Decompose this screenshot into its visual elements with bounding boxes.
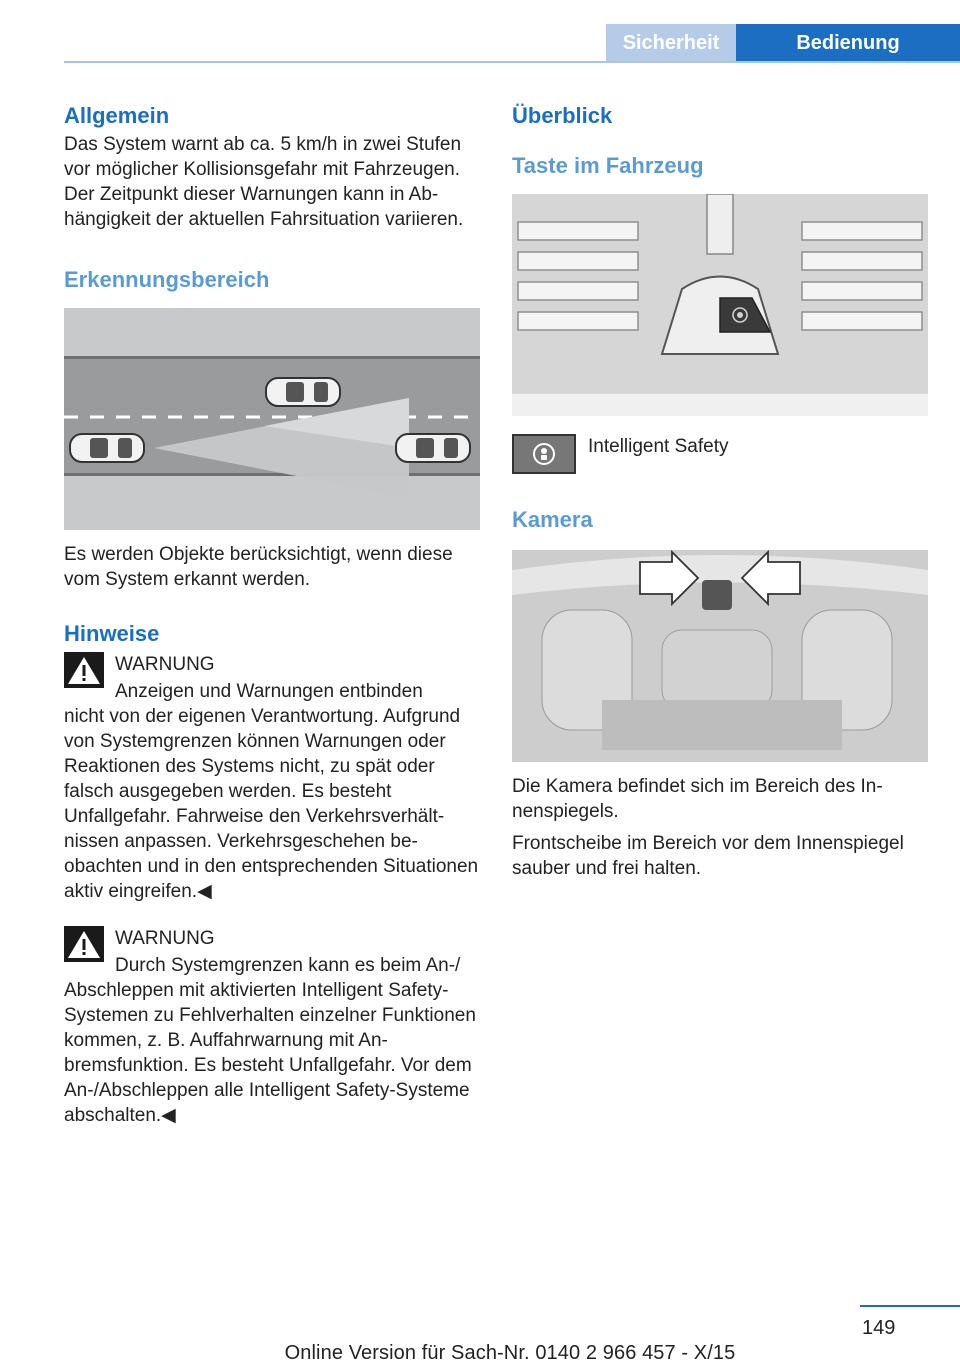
intelligent-safety-icon	[512, 434, 576, 474]
heading-overview: Überblick	[512, 103, 613, 128]
heading-notes: Hinweise	[64, 621, 160, 646]
detection-range-figure	[64, 308, 480, 530]
car-left-icon	[70, 434, 144, 462]
warning-1-first-line: Anzeigen und Warnungen entbinden	[115, 681, 423, 702]
car-top-icon	[266, 378, 340, 406]
warning-2-title: WARNUNG	[115, 928, 215, 949]
tab-sicherheit[interactable]: Sicherheit	[606, 24, 736, 62]
warning-2-first-line: Durch Systemgrenzen kann es beim An-/	[115, 955, 461, 976]
header-rule	[64, 61, 960, 63]
detection-range-illustration	[64, 308, 480, 530]
heading-detection-range: Erkennungsbereich	[64, 267, 270, 292]
warning-triangle-icon	[64, 926, 104, 962]
camera-illustration	[512, 550, 928, 762]
warning-1-title: WARNUNG	[115, 654, 215, 675]
camera-text-2: Frontscheibe im Bereich vor dem Innenspiegel sauber und frei halten.	[512, 833, 904, 879]
heading-button-in-vehicle: Taste im Fahrzeug	[512, 153, 704, 178]
warning-triangle-icon	[64, 652, 104, 688]
vehicle-button-illustration	[512, 194, 928, 416]
footer-rule	[860, 1305, 960, 1307]
camera-figure	[512, 550, 928, 762]
intelligent-safety-label: Intelligent Safety	[588, 436, 729, 457]
warning-2-text: Abschleppen mit aktivierten Intelligent Safety-Systemen zu Fehlverhalten einzelner Funktionen kommen, z. B. Auffahrwarnung mit Anbremsfunktion. Es besteht Unfallgefahr. Vor dem An-/Abschleppen alle Intelligent Safety-Systeme abschalten.◀	[64, 980, 476, 1126]
warning-1-text: nicht von der eigenen Verantwortung. Aufgrund von Systemgrenzen können Warnungen oder Reaktionen des Systems nicht, zu spät oder falsch ausgegeben werden. Es besteht Unfallgefahr. Fahrweise den Verkehrsverhältnissen anpassen. Verkehrsgeschehen beobachten und in den entsprechenden Situationen aktiv eingreifen.◀	[64, 706, 479, 902]
general-text: Das System warnt ab ca. 5 km/h in zwei Stufen vor möglicher Kollisionsgefahr mit Fahrzeugen. Der Zeitpunkt dieser Warnungen kann in Abhängigkeit der aktuellen Fahrsituation variieren.	[64, 134, 464, 230]
left-column	[64, 100, 482, 1128]
warning-block-1	[64, 652, 482, 904]
intelligent-safety-key-row	[512, 432, 930, 474]
page-number: 149	[862, 1317, 896, 1339]
car-right-icon	[396, 434, 470, 462]
range-text: Es werden Objekte berücksichtigt, wenn diese vom System erkannt werden.	[64, 544, 453, 590]
heading-general: Allgemein	[64, 103, 170, 128]
camera-text-1: Die Kamera befindet sich im Bereich des Innenspiegels.	[512, 776, 883, 822]
online-version-footer: Online Version für Sach-Nr. 0140 2 966 457 - X/15	[284, 1342, 736, 1362]
button-figure	[512, 194, 928, 416]
heading-camera: Kamera	[512, 507, 593, 532]
tab-bedienung[interactable]: Bedienung	[736, 24, 960, 62]
warning-block-2	[64, 926, 482, 1128]
right-column	[512, 100, 930, 881]
